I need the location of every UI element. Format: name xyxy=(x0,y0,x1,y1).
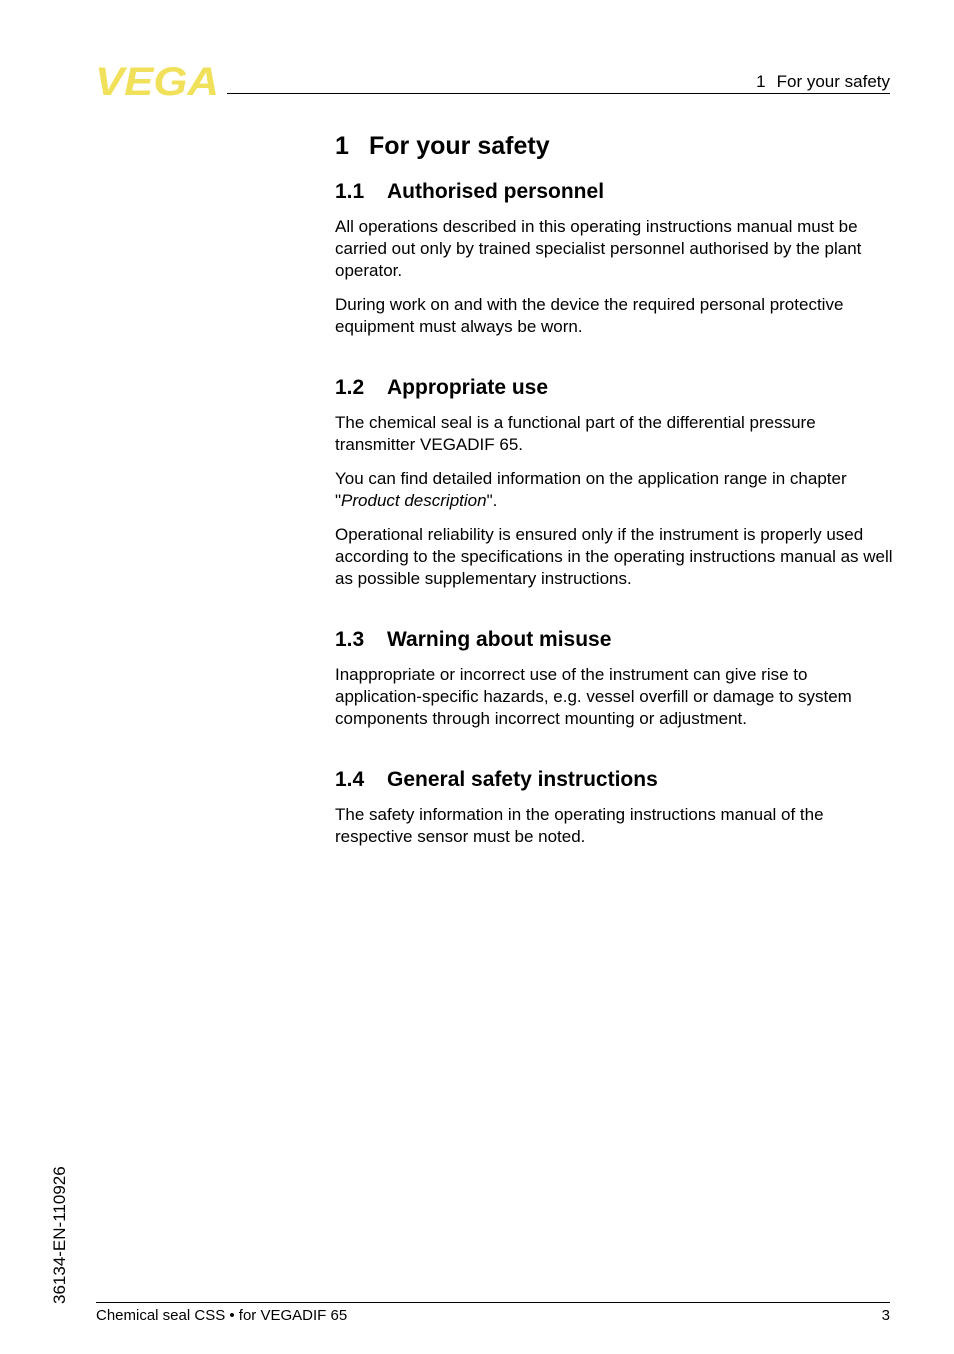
section-title: Warning about misuse xyxy=(387,628,612,651)
header-chapter-number: 1 xyxy=(756,72,766,91)
section-general-safety-instructions xyxy=(335,766,895,848)
paragraph-with-reference xyxy=(335,468,895,512)
section-number: 1.3 xyxy=(335,628,365,651)
document-code: 36134-EN-110926 xyxy=(50,1166,69,1304)
chapter-title-text: For your safety xyxy=(369,132,550,160)
chapter-title xyxy=(335,128,895,164)
paragraph: All operations described in this operating instructions manual must be carried out only by trained specialist personnel authorised by the plant operator. xyxy=(335,217,862,280)
section-number: 1.4 xyxy=(335,768,365,791)
header-rule xyxy=(227,93,890,94)
paragraph: During work on and with the device the required personal protective equipment must always be worn. xyxy=(335,295,844,336)
header-chapter-title: For your safety xyxy=(776,72,890,91)
vega-logo xyxy=(95,64,221,98)
main-content xyxy=(335,128,895,884)
section-title: Authorised personnel xyxy=(387,180,605,203)
section-warning-about-misuse xyxy=(335,626,895,730)
section-number: 1.1 xyxy=(335,180,365,203)
section-appropriate-use xyxy=(335,374,895,590)
paragraph-text: You can find detailed information on the application range in chapter " xyxy=(335,469,847,510)
section-heading xyxy=(335,374,895,402)
running-header xyxy=(756,72,890,92)
section-authorised-personnel xyxy=(335,178,895,338)
section-title: Appropriate use xyxy=(387,376,549,399)
section-number: 1.2 xyxy=(335,376,365,399)
paragraph: The safety information in the operating instructions manual of the respective sensor must be noted. xyxy=(335,805,824,846)
paragraph: Operational reliability is ensured only if the instrument is properly used according to the specifications in the operating instructions manual as well as possible supplementary instructions. xyxy=(335,525,893,588)
paragraph: The chemical seal is a functional part of the differential pressure transmitter VEGADIF 65. xyxy=(335,413,816,454)
section-heading xyxy=(335,178,895,206)
footer-rule xyxy=(96,1302,890,1303)
footer-document-title: Chemical seal CSS • for VEGADIF 65 xyxy=(96,1307,348,1324)
chapter-number: 1 xyxy=(335,132,349,160)
reference-suffix: ". xyxy=(486,491,498,510)
section-heading xyxy=(335,626,895,654)
section-heading xyxy=(335,766,895,794)
logo-text: VEGA xyxy=(95,64,219,98)
page-number: 3 xyxy=(881,1307,890,1324)
section-title: General safety instructions xyxy=(387,768,658,791)
paragraph: Inappropriate or incorrect use of the instrument can give rise to application-specific hazards, e.g. vessel overfill or damage to system components through incorrect mounting or adjustment. xyxy=(335,665,852,728)
chapter-reference: Product description xyxy=(341,491,487,510)
